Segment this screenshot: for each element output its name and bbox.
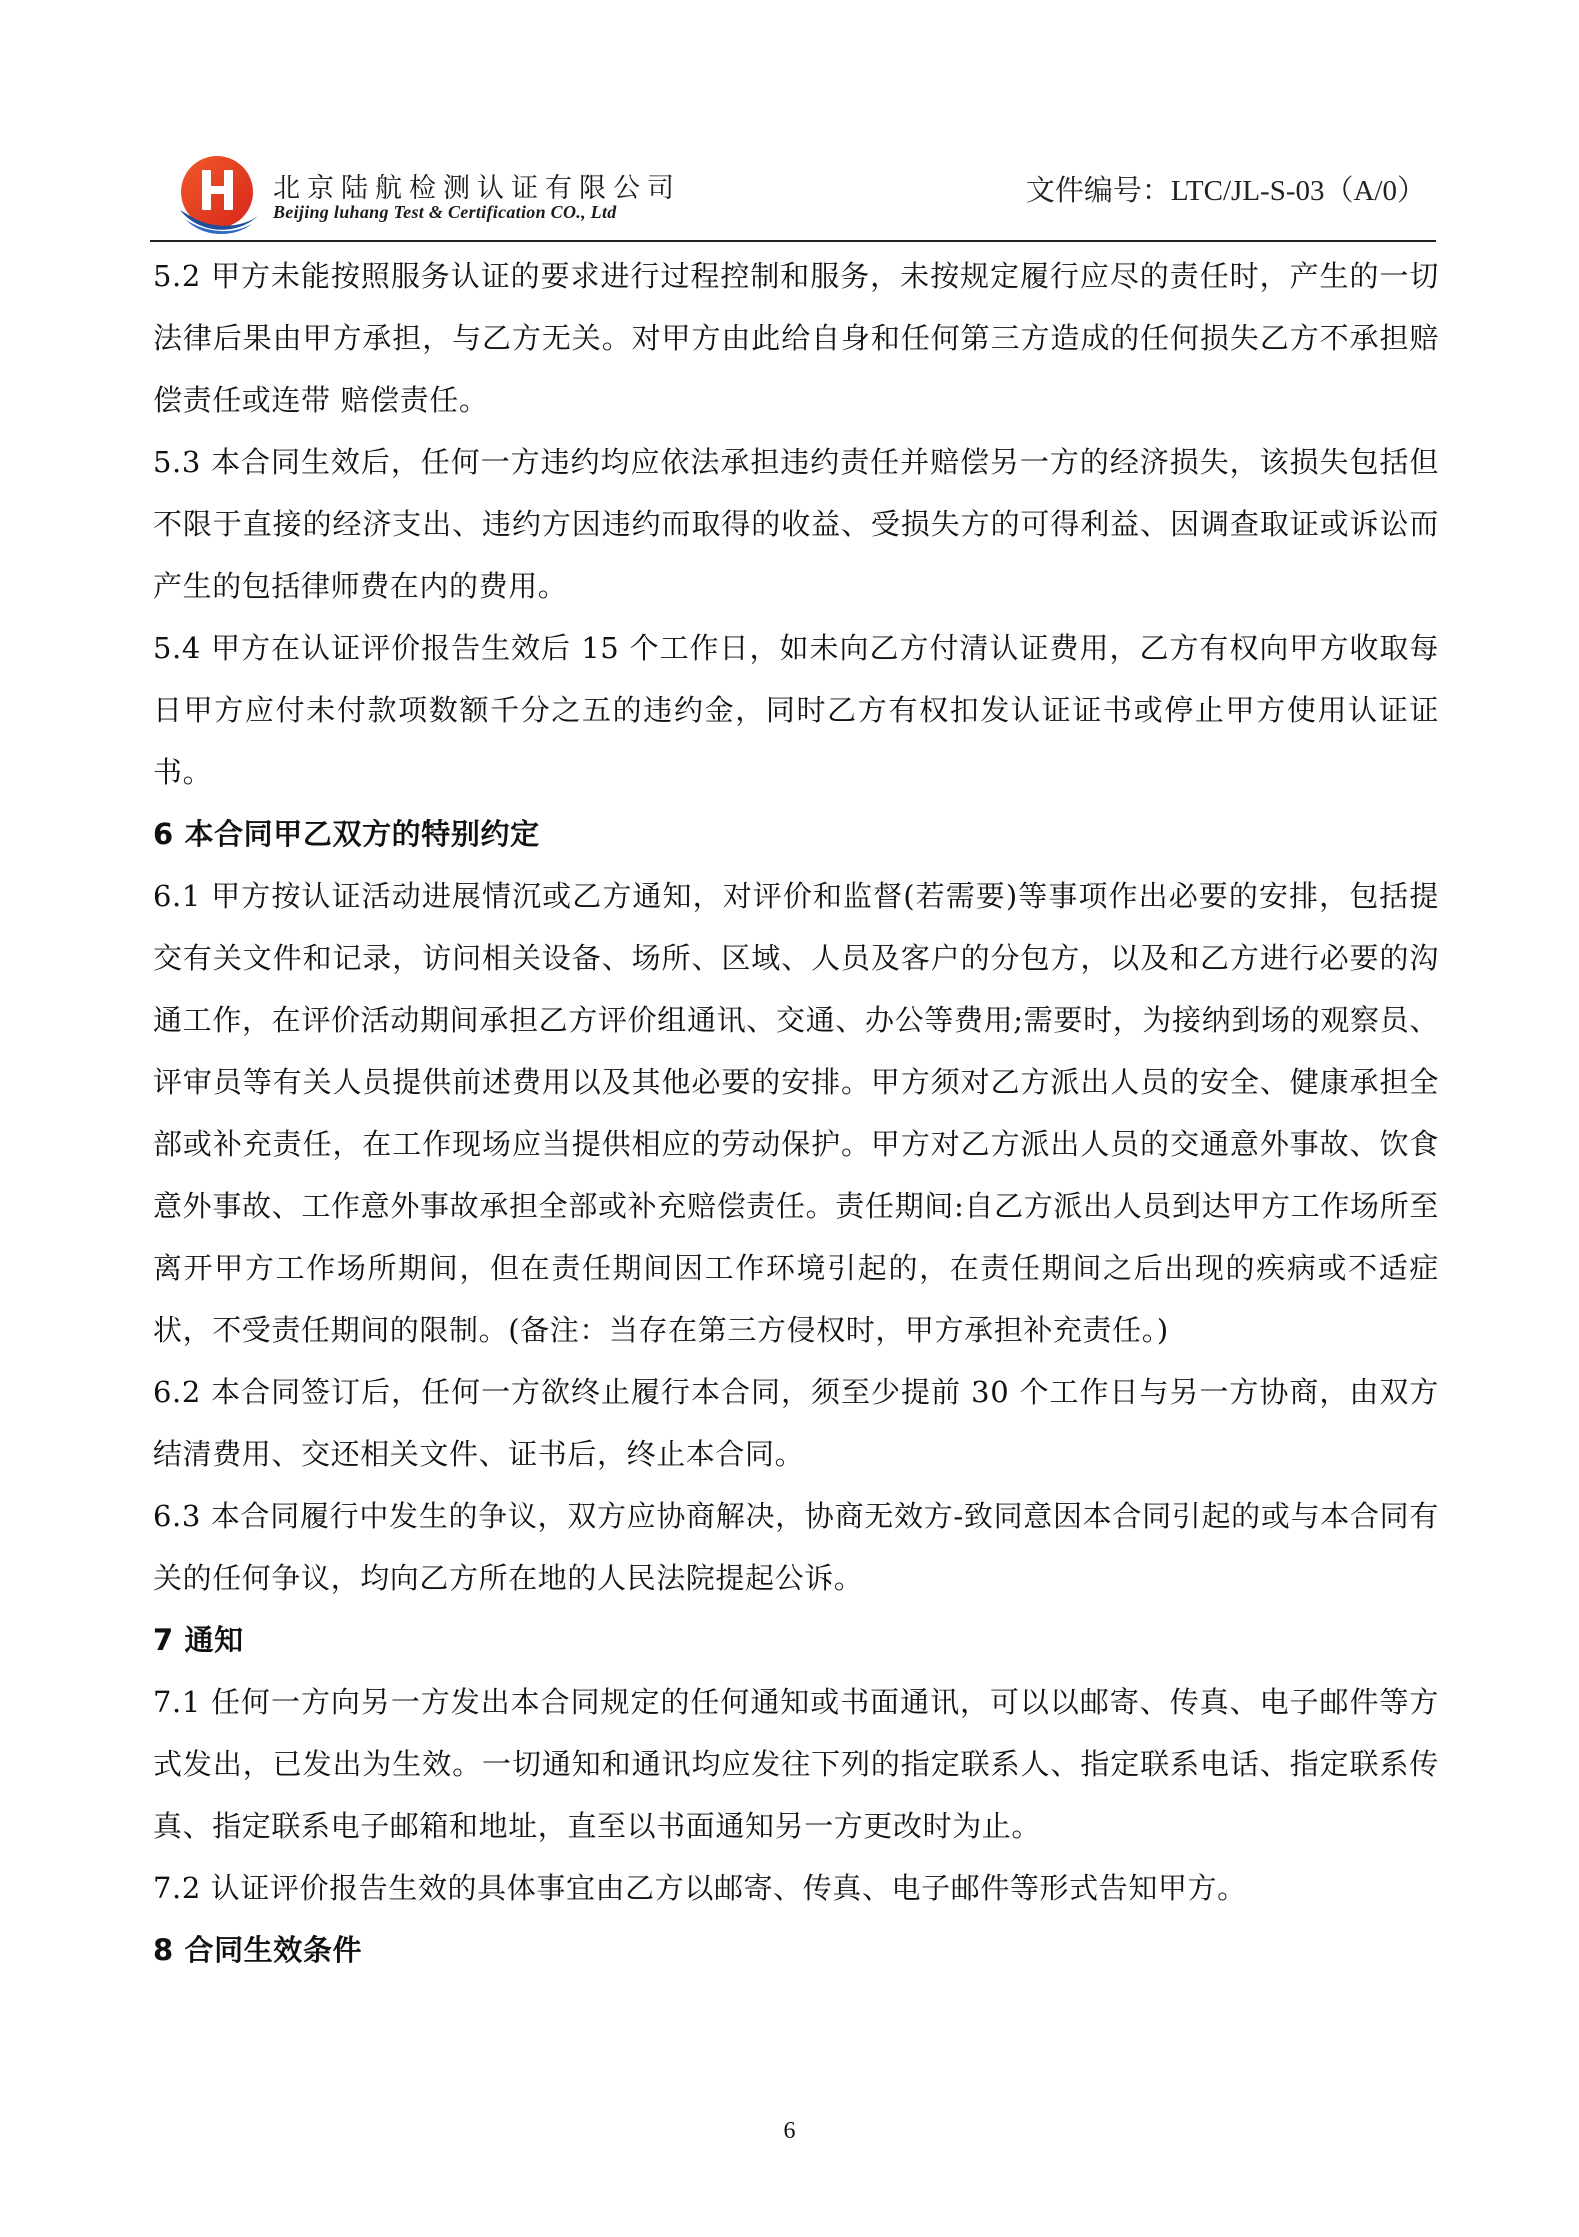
document-number-label: 文件编号： xyxy=(1025,175,1171,207)
clause-7-1: 7.1 任何一方向另一方发出本合同规定的任何通知或书面通讯，可以以邮寄、传真、电子邮件等方式发出，已发出为生效。一切通知和通讯均应发往下列的指定联系人、指定联系电话、指定联系传真、指定联系电子邮箱和地址，直至以书面通知另一方更改时为止。 xyxy=(153,1685,1439,1843)
clause-6-3: 6.3 本合同履行中发生的争议，双方应协商解决，协商无效方-致同意因本合同引起的或与本合同有关的任何争议，均向乙方所在地的人民法院提起公诉。 xyxy=(153,1499,1439,1595)
page-header xyxy=(150,150,1436,240)
company-name-cn: 北京陆航检测认证有限公司 xyxy=(273,173,681,204)
header-divider xyxy=(150,240,1436,242)
company-name-en: Beijing luhang Test & Certification CO., Ltd xyxy=(273,202,617,222)
document-number-value: LTC/JL-S-03（A/0） xyxy=(1170,175,1426,207)
section-heading-6: 6 本合同甲乙双方的特别约定 xyxy=(153,817,540,851)
page-number: 6 xyxy=(783,2118,796,2144)
clause-5-2: 5.2 甲方未能按照服务认证的要求进行过程控制和服务，未按规定履行应尽的责任时，产生的一切法律后果由甲方承担，与乙方无关。对甲方由此给自身和任何第三方造成的任何损失乙方不承担赔偿责任或连带 赔偿责任。 xyxy=(153,259,1439,417)
clause-7-2: 7.2 认证评价报告生效的具体事宜由乙方以邮寄、传真、电子邮件等形式告知甲方。 xyxy=(153,1871,1247,1905)
clause-6-1: 6.1 甲方按认证活动进展情沉或乙方通知，对评价和监督(若需要)等事项作出必要的安排，包括提交有关文件和记录，访问相关设备、场所、区域、人员及客户的分包方，以及和乙方进行必要的沟通工作，在评价活动期间承担乙方评价组通讯、交通、办公等费用;需要时，为接纳到场的观察员、评审员等有关人员提供前述费用以及其他必要的安排。甲方须对乙方派出人员的安全、健康承担全部或补充责任，在工作现场应当提供相应的劳动保护。甲方对乙方派出人员的交通意外事故、饮食意外事故、工作意外事故承担全部或补充赔偿责任。责任期间:自乙方派出人员到达甲方工作场所至离开甲方工作场所期间，但在责任期间因工作环境引起的，在责任期间之后出现的疾病或不适症状，不受责任期间的限制。(备注：当存在第三方侵权时，甲方承担补充责任。) xyxy=(153,879,1439,1347)
clause-5-3: 5.3 本合同生效后，任何一方违约均应依法承担违约责任并赔偿另一方的经济损失，该损失包括但不限于直接的经济支出、违约方因违约而取得的收益、受损失方的可得利益、因调查取证或诉讼而产生的包括律师费在内的费用。 xyxy=(153,445,1439,603)
document-body xyxy=(153,245,1439,1981)
clause-6-2: 6.2 本合同签订后，任何一方欲终止履行本合同，须至少提前 30 个工作日与另一方协商，由双方结清费用、交还相关文件、证书后，终止本合同。 xyxy=(153,1375,1439,1471)
clause-5-4: 5.4 甲方在认证评价报告生效后 15 个工作日，如未向乙方付清认证费用，乙方有权向甲方收取每日甲方应付未付款项数额千分之五的违约金，同时乙方有权扣发认证证书或停止甲方使用认证证书。 xyxy=(153,631,1439,789)
document-number xyxy=(1026,168,1426,209)
section-heading-7: 7 通知 xyxy=(153,1623,244,1657)
section-heading-8: 8 合同生效条件 xyxy=(153,1933,363,1967)
company-logo xyxy=(172,150,262,240)
